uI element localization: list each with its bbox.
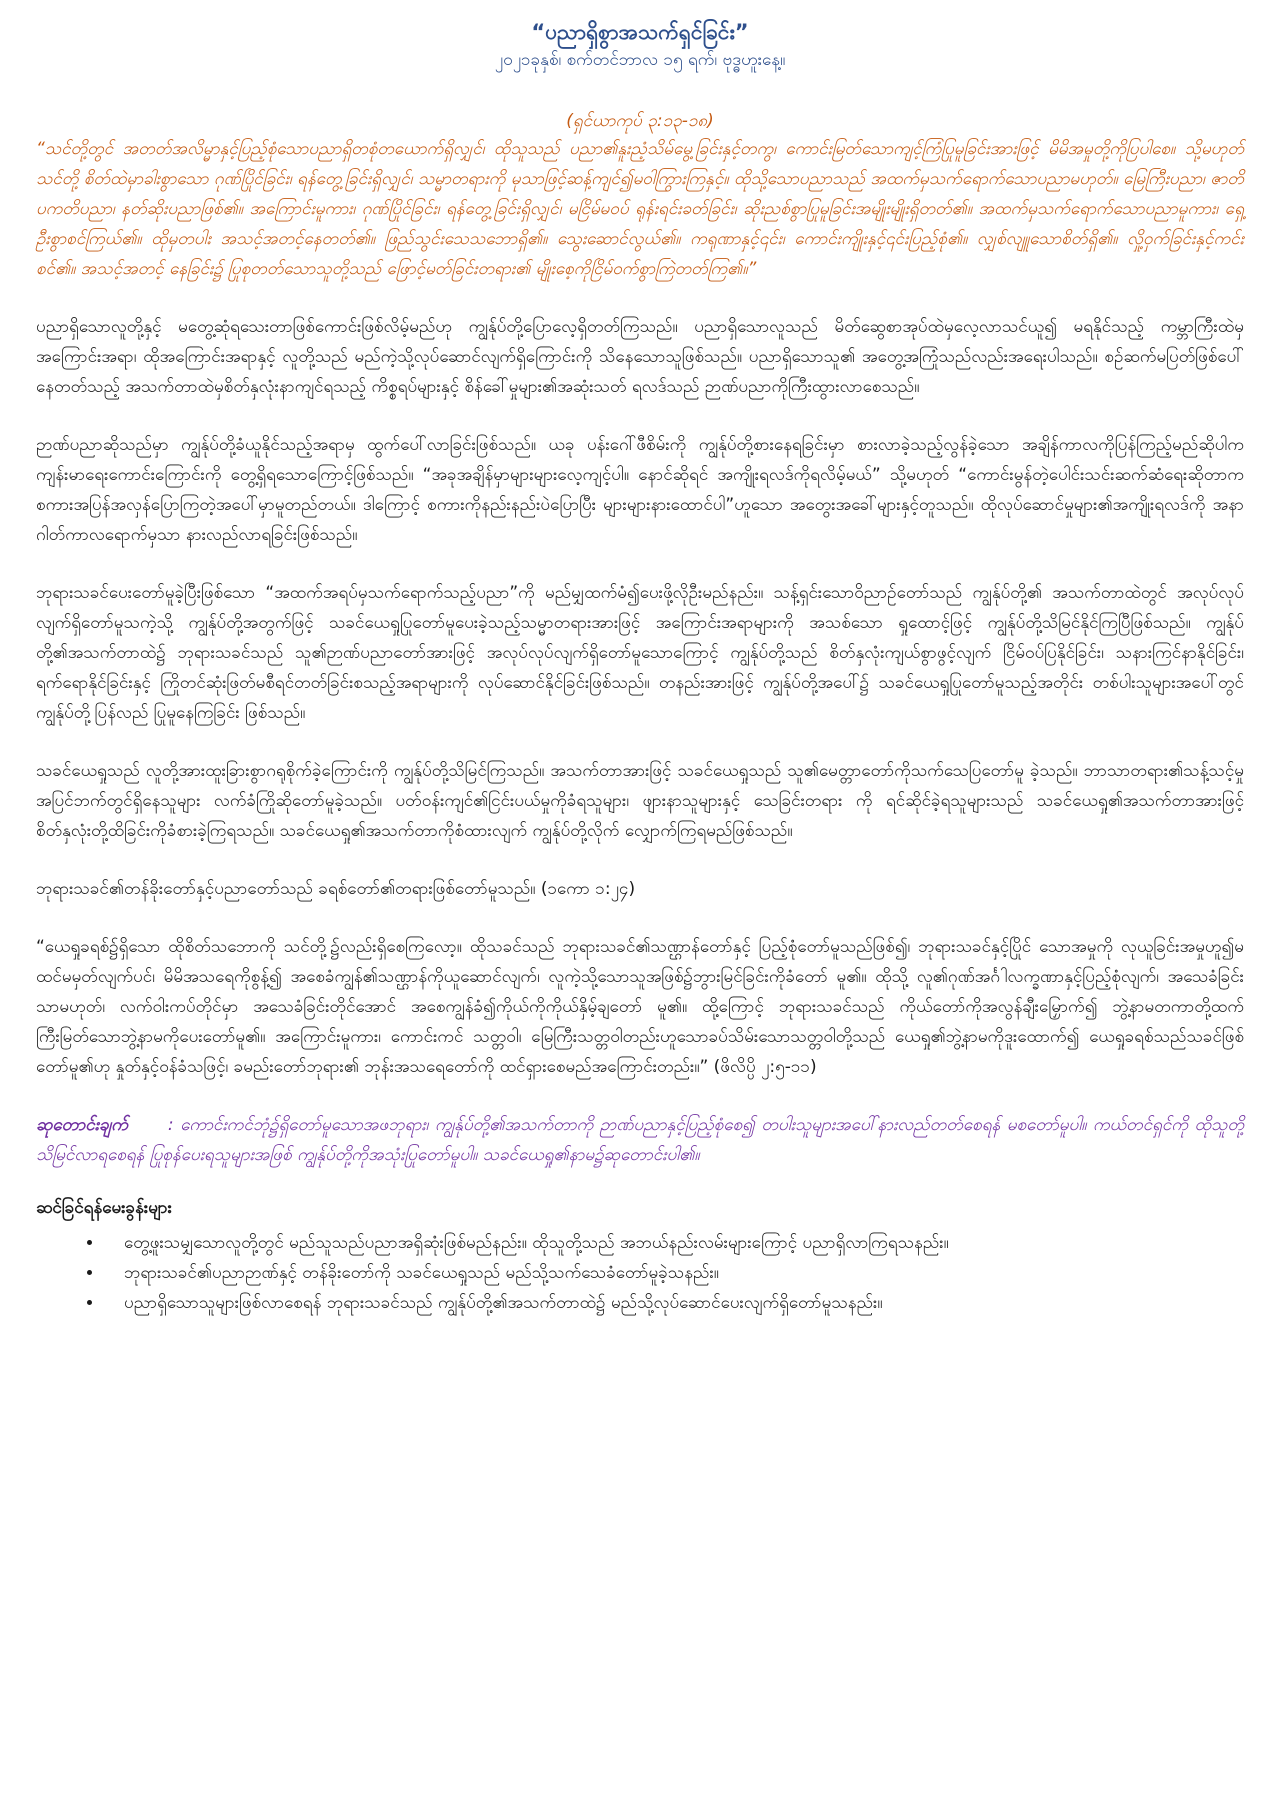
prayer-text: ကောင်းကင်ဘုံ၌ရှိတော်မူသောအဖဘုရား၊ ကျွန်ုပ်တို့၏အသက်တာကို ဉာဏ်ပညာနှင့်ပြည့်စုံစေ၍ တပါးသူများအပေါ်နားလည်တတ်စေရန် မစတော်မူပါ။ ကယ်တင်ရှင်ကို ထိုသူတို့သိမြင်လာရစေရန် ပြုစုန်ပေးရသူများအဖြစ် ကျွန်ုပ်တို့ကိုအသုံးပြုတော်မူပါ။ သခင်ယေရှု၏နာမ၌ဆုတောင်းပါ၏။ [36, 1115, 1245, 1165]
date-line: ၂၀၂၁ခုနှစ်၊ စက်တင်ဘာလ ၁၅ ရက်၊ ဗုဒ္ဓဟူးနေ့။ [494, 50, 786, 70]
prayer-block [36, 1110, 1244, 1170]
question-item: • တွေ့ဖူးသမျှသောလူတို့တွင် မည်သူသည်ပညာအရှိဆုံးဖြစ်မည်နည်း။ ထိုသူတို့သည် အဘယ်နည်းလမ်းများကြောင့် ပညာရှိလာကြရသနည်း။ [104, 1228, 1244, 1258]
spacer [36, 284, 1244, 312]
body-paragraph-1: ပညာရှိသောလူတို့နှင့် မတွေ့ဆုံရသေးတာဖြစ်ကောင်းဖြစ်လိမ့်မည်ဟု ကျွန်ုပ်တို့ပြောလေ့ရှိတတ်ကြသည်။ ပညာရှိသောလူသည် မိတ်ဆွေစာအုပ်ထဲမှလေ့လာသင်ယူ၍ မရနိုင်သည့် ကမ္ဘာကြီးထဲမှအကြောင်းအရာ၊ ထိုအကြောင်းအရာနှင့် လူတို့သည် မည်ကဲ့သို့လုပ်ဆောင်လျက်ရှိကြောင်းကို သိနေသောသူဖြစ်သည်။ ပညာရှိသောသူ၏ အတွေ့အကြုံသည်လည်းအရေးပါသည်။ စဉ်ဆက်မပြတ်ဖြစ်ပေါ်နေတတ်သည့် အသက်တာထဲမှစိတ်နှလုံးနာကျင်ရသည့် ကိစ္စရပ်များနှင့် စိန်ခေါ်မှုများ၏အဆုံးသတ် ရလဒ်သည် ဉာဏ်ပညာကိုကြီးထွားလာစေသည်။ [36, 317, 1244, 397]
scripture-reference: (ရှင်ယာကုပ် ၃:၁၃-၁၈) [566, 111, 714, 131]
question-item: • ပညာရှိသောသူများဖြစ်လာစေရန် ဘုရားသခင်သည် ကျွန်ုပ်တို့၏အသက်တာထဲ၌ မည်သို့လုပ်ဆောင်ပေးလျက်ရှိတော်မူသနည်း။ [104, 1288, 1244, 1318]
prayer-label: ဆုတောင်းချက် [36, 1115, 128, 1135]
scripture-text: “သင်တို့တွင် အတတ်အလိမ္မာနှင့်ပြည့်စုံသောပညာရှိတစုံတယောက်ရှိလျှင်၊ ထိုသူသည် ပညာ၏နူးညံ့သိမ်မွေ့ခြင်းနှင့်တကွ၊ ကောင်းမြတ်သောကျင့်ကြံပြုမူခြင်းအားဖြင့် မိမိအမှုတို့ကိုပြပါစေ။ သို့မဟုတ် သင်တို့ စိတ်ထဲမှာခါးစွာသော ဂုဏ်ပြိုင်ခြင်း၊ ရန်တွေ့ခြင်းရှိလျှင်၊ သမ္မာတရားကို မုသာဖြင့်ဆန့်ကျင်၍မဝါကြွားကြနှင့်။ ထိုသို့သောပညာသည် အထက်မှသက်ရောက်သောပညာမဟုတ်။ မြေကြီးပညာ၊ ဇာတိပကတိပညာ၊ နတ်ဆိုးပညာဖြစ်၏။ အကြောင်းမူကား၊ ဂုဏ်ပြိုင်ခြင်း၊ ရန်တွေ့ခြင်းရှိလျှင်၊ မငြိမ်မဝပ် ရုန်းရင်းခတ်ခြင်း၊ ဆိုးညစ်စွာပြုမူခြင်းအမျိုးမျိုးရှိတတ်၏။ အထက်မှသက်ရောက်သောပညာမူကား၊ ရှေ့ဦးစွာစင်ကြယ်၏။ ထိုမှတပါး အသင့်အတင့်နေတတ်၏။ ဖြည်သွင်းသေသဘောရှိ၏။ သွေးဆောင်လွယ်၏။ ကရုဏာနှင့်၎င်း၊ ကောင်းကျိုးနှင့်၎င်းပြည့်စုံ၏။ လျှစ်လျူသောစိတ်ရှိ၏။ လှို့ဝှက်ခြင်းနှင့်ကင်းစင်၏။ အသင့်အတင့် နေခြင်း၌ ပြုစုတတ်သောသူတို့သည် ဖြောင့်မတ်ခြင်းတရား၏ မျိုးစေ့ကိုငြိမ်ဝက်စွာကြဲတတ်ကြ၏။” [36, 139, 1244, 279]
question-item: • ဘုရားသခင်၏ပညာဉာဏ်နှင့် တန်ခိုးတော်ကို သခင်ယေရှုသည် မည်သို့သက်သေခံတော်မူခဲ့သနည်း။ [104, 1258, 1244, 1288]
body-paragraph-2: ဉာဏ်ပညာဆိုသည်မှာ ကျွန်ုပ်တို့ခံယူနိုင်သည့်အရာမှ ထွက်ပေါ်လာခြင်းဖြစ်သည်။ ယခု ပန်းဂေါ်ဖီစိမ်းကို ကျွန်ုပ်တို့စားနေရခြင်းမှာ စားလာခဲ့သည့်လွန်ခဲ့သော အချိန်ကာလကိုပြန်ကြည့်မည်ဆိုပါက ကျန်းမာရေးကောင်းကြောင်းကို တွေ့ရှိရသောကြောင့်ဖြစ်သည်။ “အခုအချိန်မှာများများလေ့ကျင့်ပါ။ နောင်ဆိုရင် အကျိုးရလဒ်ကိုရလိမ့်မယ်” သို့မဟုတ် “ကောင်းမွန်တဲ့ပေါင်းသင်းဆက်ဆံရေးဆိုတာက စကားအပြန်အလှန်ပြောကြတဲ့အပေါ်မှာမူတည်တယ်။ ဒါကြောင့် စကားကိုနည်းနည်းပဲပြောပြီး များများနားထောင်ပါ”ဟူသော အတွေးအခေါ်များနှင့်တူသည်။ ထိုလုပ်ဆောင်မှုများ၏အကျိုးရလဒ်ကို အနာဂါတ်ကာလရောက်မှသာ နားလည်လာရခြင်းဖြစ်သည်။ [36, 435, 1244, 545]
scripture-block [36, 108, 1244, 284]
devotional-page [36, 18, 1244, 1318]
body-paragraph-6: “ယေရှုခရစ်၌ရှိသော ထိုစိတ်သဘောကို သင်တို့၌လည်းရှိစေကြလော့။ ထိုသခင်သည် ဘုရားသခင်၏သဏ္ဌာန်တော်နှင့် ပြည့်စုံတော်မူသည်ဖြစ်၍၊ ဘုရားသခင်နှင့်ပြိုင် သောအမှုကို လုယူခြင်းအမှုဟူ၍မထင်မမှတ်လျက်ပင်၊ မိမိအသရေကိုစွန့်၍ အစေခံကျွန်၏သဏ္ဌာန်ကိုယူဆောင်လျက်၊ လူကဲ့သို့သောသူအဖြစ်၌ဘွားမြင်ခြင်းကိုခံတော် မူ၏။ ထိုသို့ လူ၏ဂုဏ်အင်္ဂါလက္ခဏာနှင့်ပြည့်စုံလျက်၊ အသေခံခြင်းသာမဟုတ်၊ လက်ဝါးကပ်တိုင်မှာ အသေခံခြင်းတိုင်အောင် အစေကျွန်ခံ၍ကိုယ်ကိုကိုယ်နှိမ့်ချတော် မူ၏။ ထို့ကြောင့် ဘုရားသခင်သည် ကိုယ်တော်ကိုအလွန်ချီးမြှောက်၍ ဘွဲ့နာမတကာတို့ထက် ကြီးမြတ်သောဘွဲ့နာမကိုပေးတော်မူ၏။ အကြောင်းမူကား၊ ကောင်းကင် သတ္တဝါ၊ မြေကြီးသတ္တဝါတည်းဟူသောခပ်သိမ်းသောသတ္တဝါတို့သည် ယေရှု၏ဘွဲ့နာမကိုဒူးထောက်၍ ယေရှုခရစ်သည်သခင်ဖြစ်တော်မူ၏ဟု နှုတ်နှင့်ဝန်ခံသဖြင့်၊ ခမည်းတော်ဘုရား၏ ဘုန်းအသရေတော်ကို ထင်ရှားစေမည်အကြောင်းတည်း။” (ဖိလိပ္ပိ ၂:၅-၁၁) [36, 937, 1244, 1077]
body-paragraph-3: ဘုရားသခင်ပေးတော်မူခဲ့ပြီးဖြစ်သော “အထက်အရပ်မှသက်ရောက်သည့်ပညာ”ကို မည်မျှထက်မံ၍ပေးဖို့လိုဦးမည်နည်း။ သန့်ရှင်းသောဝိညာဉ်တော်သည် ကျွန်ုပ်တို့၏ အသက်တာထဲတွင် အလုပ်လုပ်လျက်ရှိတော်မူသကဲ့သို့ ကျွန်ုပ်တို့အတွက်ဖြင့် သခင်ယေရှုပြုတော်မူပေးခဲ့သည့်သမ္မာတရားအားဖြင့် အကြောင်းအရာများကို အသစ်သော ရှုထောင့်ဖြင့် ကျွန်ုပ်တို့သိမြင်နိုင်ကြပြီဖြစ်သည်။ ကျွန်ုပ်တို့၏အသက်တာထဲ၌ ဘုရားသခင်သည် သူ၏ဉာဏ်ပညာတော်အားဖြင့် အလုပ်လုပ်လျက်ရှိတော်မူသောကြောင့် ကျွန်ုပ်တို့သည် စိတ်နှလုံးကျယ်စွာဖွင့်လျက် ငြိမ်ဝပ်ပြနိုင်ခြင်း၊ သနားကြင်နာနိုင်ခြင်း၊ ရက်ရောနိုင်ခြင်းနှင့် ကြိုတင်ဆုံးဖြတ်မစီရင်တတ်ခြင်းစသည့်အရာများကို လုပ်ဆောင်နိုင်ခြင်းဖြစ်သည်။ တနည်းအားဖြင့် ကျွန်ုပ်တို့အပေါ်၌ သခင်ယေရှုပြုတော်မူသည့်အတိုင်း တစ်ပါးသူများအပေါ်တွင် ကျွန်ုပ်တို့ပြန်လည် ပြုမူနေကြခြင်း ဖြစ်သည်။ [36, 583, 1244, 723]
page-title: “ပညာရှိစွာအသက်ရှင်ခြင်း” [531, 20, 749, 44]
questions-list [36, 1228, 1244, 1318]
body-paragraph-4: သခင်ယေရှုသည် လူတို့အားထူးခြားစွာဂရုစိုက်ခဲ့ကြောင်းကို ကျွန်ုပ်တို့သိမြင်ကြသည်။ အသက်တာအားဖြင့် သခင်ယေရှုသည် သူ၏မေတ္တာတော်ကိုသက်သေပြတော်မူ ခဲ့သည်။ ဘာသာတရား၏သန့်သင့်မှုအပြင်ဘက်တွင်ရှိနေသူများ လက်ခံကြိုဆိုတော်မူခဲ့သည်။ ပတ်ဝန်းကျင်၏ငြင်းပယ်မှုကိုခံရသူများ၊ ဖျားနာသူများနှင့် သေခြင်းတရား ကို ရင်ဆိုင်ခဲ့ရသူများသည် သခင်ယေရှု၏အသက်တာအားဖြင့် စိတ်နှလုံးတို့ထိခြင်းကိုခံစားခဲ့ကြရသည်။ သခင်ယေရှု၏အသက်တာကိုစံထားလျက် ကျွန်ုပ်တို့လိုက် လျှောက်ကြရမည်ဖြစ်သည်။ [36, 761, 1244, 841]
prayer-separator: : [167, 1115, 174, 1135]
body-paragraph-5: ဘုရားသခင်၏တန်ခိုးတော်နှင့်ပညာတော်သည် ခရစ်တော်၏တရားဖြစ်တော်မူသည်။ (၁ကော ၁:၂၄) [36, 879, 636, 899]
questions-heading: ဆင်ခြင်ရန်မေးခွန်းများ [36, 1198, 172, 1218]
